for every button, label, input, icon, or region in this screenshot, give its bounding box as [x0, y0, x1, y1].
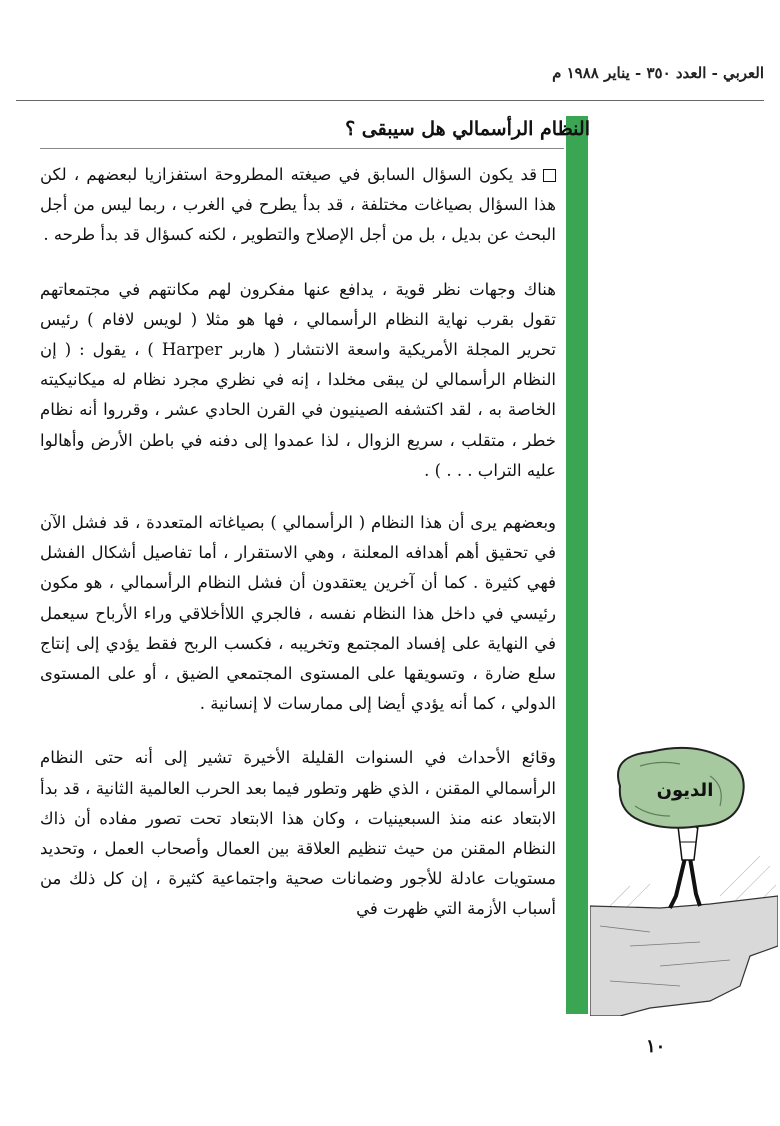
running-head: العربي - العدد ٣٥٠ - يناير ١٩٨٨ م: [552, 64, 764, 82]
paragraph-4: وقائع الأحداث في السنوات القليلة الأخيرة تشير إلى أنه حتى النظام الرأسمالي المقنن ، الذي ظهر وتطور فيما بعد الحرب العالمية الثانية ، قد بدأ الابتعاد عنه منذ السبعينيات ، وكان هذا الابتعاد تحت تصور مفاده أن ذاك النظام المقنن من حيث تنظيم العلاقة بين العمال وأصحاب العمل ، وتحديد مستويات عادلة للأجور وضمانات صحية واجتماعية كثيرة ، إن كل ذلك من أسباب الأزمة التي ظهرت في: [40, 748, 556, 919]
header-divider: [16, 100, 764, 101]
man-legs: [670, 858, 700, 908]
accent-bar: [566, 116, 588, 1014]
paragraph-1: [40, 160, 556, 251]
title-divider: [40, 148, 564, 149]
paragraph-2: هناك وجهات نظر قوية ، يدافع عنها مفكرون لهم مكانتهم في مجتمعاتهم تقول بقرب نهاية النظام الرأسمالي ، فها هو مثلا ( لويس لافام ) رئيس تحرير المجلة الأمريكية واسعة الانتشار ( هاربر Harper ) ، يقول : ( إن النظام الرأسمالي لن يبقى مخلدا ، إنه في نظري مجرد نظام له ميكانيكيته الخاصة به ، لقد اكتشفه الصينيون في القرن الحادي عشر ، وقرروا أنه نظام خطر ، متقلب ، سريع الزوال ، لذا عمدوا إلى دفنه في باطن الأرض وأهالوا عليه التراب . . . ) .: [40, 279, 556, 480]
page-number: ١٠: [646, 1036, 666, 1057]
article-title: النظام الرأسمالي هل سيبقى ؟: [345, 118, 590, 140]
cliff: [590, 896, 778, 1016]
paragraph-3: وبعضهم يرى أن هذا النظام ( الرأسمالي ) بصياغاته المتعددة ، قد فشل الآن في تحقيق أهم أهدافه المعلنة ، وهي الاستقرار ، أما تفاصيل أشكال الفشل فهي كثيرة . كما أن آخرين يعتقدون أن فشل النظام الرأسمالي ، هو مكون رئيسي في داخل هذا النظام نفسه ، فالجري اللاأخلاقي وراء الأرباح سيعمل في النهاية على إفساد المجتمع وتخريبه ، فكسب الربح فقط يؤدي إلى إنتاج سلع ضارة ، وتسويقها على المستوى المجتمعي الضيق ، أو على المستوى الدولي ، كما أنه يؤدي أيضا إلى ممارسات لا إنسانية .: [40, 513, 556, 714]
paragraph-1-text: قد يكون السؤال السابق في صيغته المطروحة استفزازيا لبعضهم ، لكن هذا السؤال بصياغات مختلفة ، قد بدأ يطرح في الغرب ، ربما ليس من أجل البحث عن بديل ، بل من أجل الإصلاح والتطوير ، لكنه كسؤال قد بدأ طرحه .: [40, 165, 556, 245]
debt-cartoon: [590, 746, 778, 1016]
boulder-label: الديون: [656, 780, 714, 801]
paragraph-marker-icon: [543, 169, 556, 182]
article-body: [40, 160, 556, 949]
man-body: [678, 826, 698, 860]
